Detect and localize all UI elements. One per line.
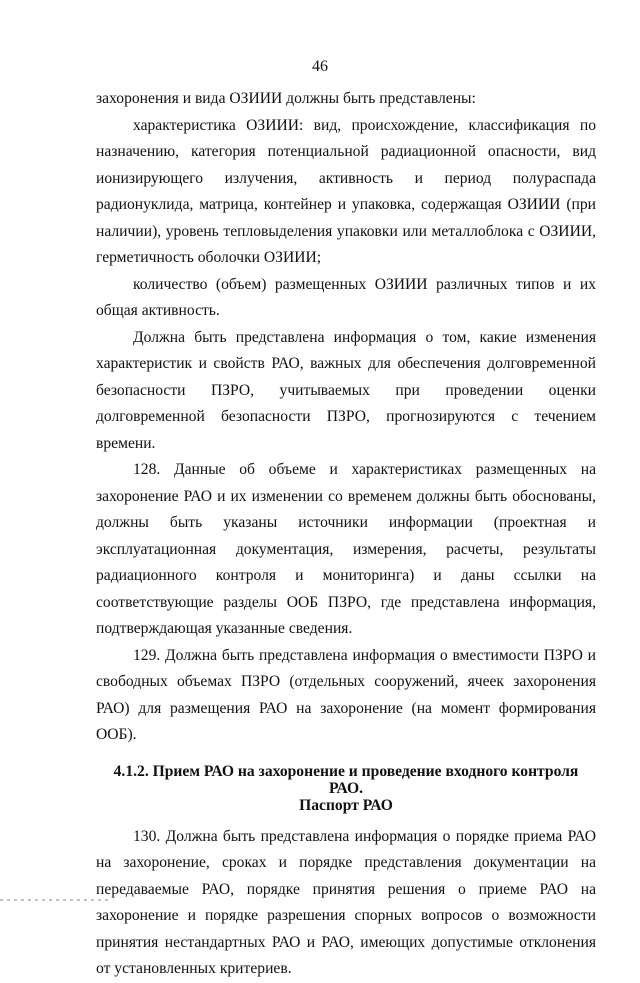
paragraph-129: 129. Должна быть представлена информация о вместимости ПЗРО и свободных объемах ПЗРО (отдельных сооружений, ячеек захоронения РАО) для размещения РАО на захоронение (на момент формирования ООБ). (96, 646, 596, 743)
paragraph-ozii-quantity: количество (объем) размещенных ОЗИИИ различных типов и их общая активность. (96, 275, 596, 319)
section-heading-line2: Паспорт РАО (299, 796, 393, 814)
section-heading (96, 763, 596, 814)
paragraph-ozii-characteristics: характеристика ОЗИИИ: вид, происхождение, классификация по назначению, категория потенциальной радиационной опасности, вид ионизирующего излучения, активность и период полураспада радионуклида, матрица, контейнер и упаковка, содержащая ОЗИИИ (при наличии), уровень тепловыделения упаковки или металлоблока с ОЗИИИ, герметичность оболочки ОЗИИИ; (96, 116, 596, 266)
page-number: 46 (312, 58, 328, 75)
scan-artifact (0, 899, 110, 901)
section-heading-line1: 4.1.2. Прием РАО на захоронение и проведение входного контроля РАО. (113, 762, 579, 797)
paragraph-130: 130. Должна быть представлена информация о порядке приема РАО на захоронение, сроках и порядке представления документации на передаваемые РАО, порядке принятия решения о приеме РАО на захоронение и порядке разрешения спорных вопросов о возможности принятия нестандартных РАО и РАО, имеющих допустимые отклонения от установленных критериев. (96, 827, 596, 977)
paragraph-continuation: захоронения и вида ОЗИИИ должны быть представлены: (96, 90, 476, 107)
paragraph-rao-changes: Должна быть представлена информация о том, какие изменения характеристик и свойств РАО, важных для обеспечения долговременной безопасности ПЗРО, учитываемых при проведении оценки долговременной безопасности ПЗРО, прогнозируются с течением времени. (96, 328, 596, 452)
paragraph-128: 128. Данные об объеме и характеристиках размещенных на захоронение РАО и их изменении со временем должны быть обоснованы, должны быть указаны источники информации (проектная и эксплуатационная документация, измерения, расчеты, результаты радиационного контроля и мониторинга) и даны ссылки на соответствующие разделы ООБ ПЗРО, где представлена информация, подтверждающая указанные сведения. (96, 461, 596, 637)
page-content (96, 86, 596, 983)
